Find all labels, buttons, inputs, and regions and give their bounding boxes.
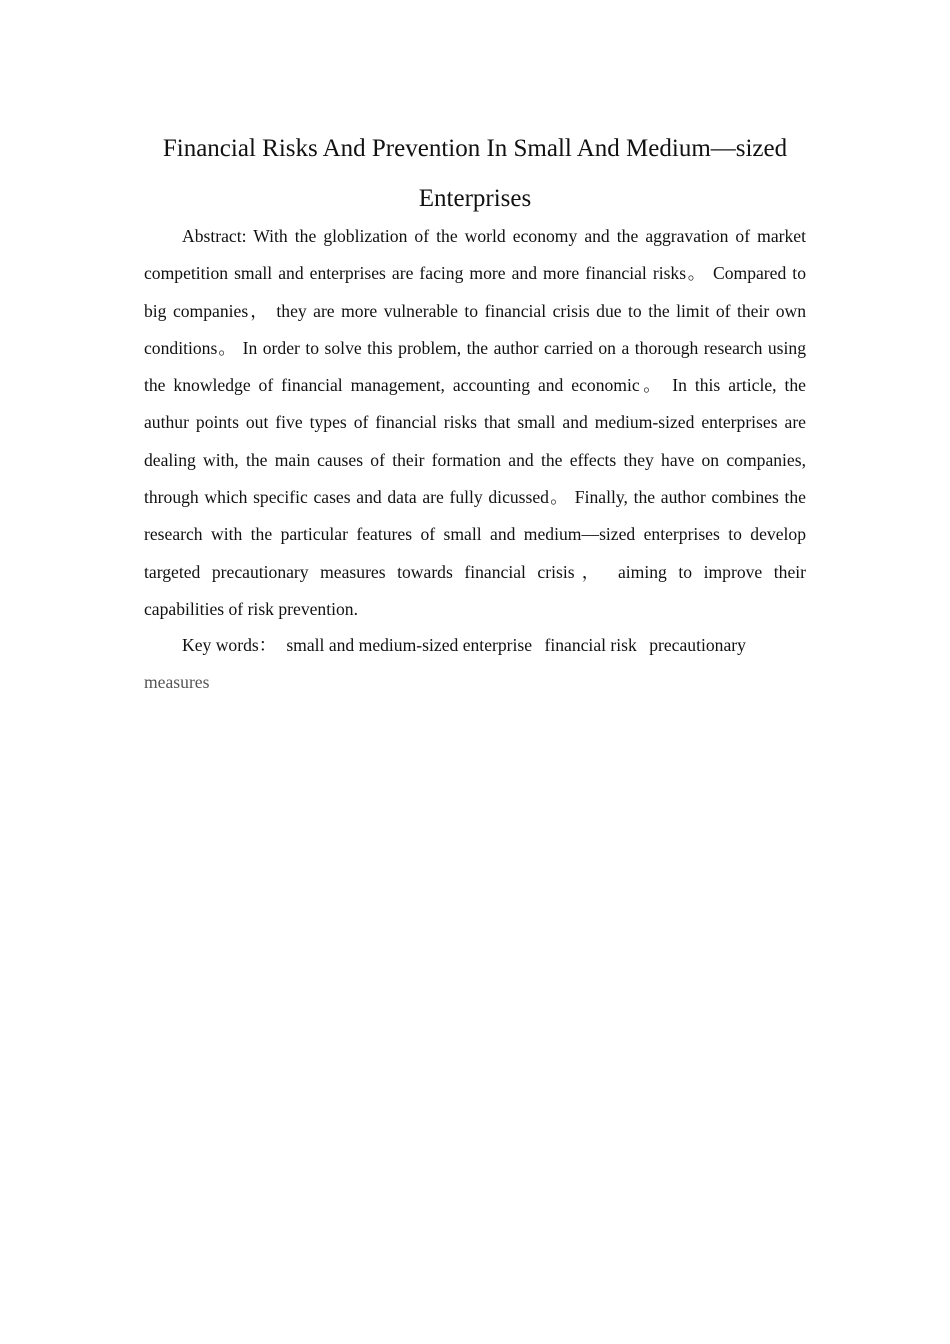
keyword-item: small and medium-sized enterprise [286,635,533,655]
abstract-label: Abstract: [182,226,247,246]
keyword-item: precautionary [649,635,746,655]
document-title: Financial Risks And Prevention In Small And Medium—sized Enterprises [162,135,788,212]
abstract-paragraph [144,218,806,628]
keyword-item: financial risk [544,635,637,655]
keyword-item: measures [144,672,210,693]
keywords-label: Key words： [182,635,277,655]
abstract-text: With the globlization of the world economy and the aggravation of market competition small and enterprises are facing more and more financial risks。 Compared to big companies， they are more vulnerable to financial crisis due to the limit of their own conditions。 In order to solve this problem, the author carried on a thorough research using the knowledge of financial management, accounting and economic。 In this article, the authur points out five types of financial risks that small and medium-sized enterprises are dealing with, the main causes of their formation and the effects they have on companies, through which specific cases and data are fully dicussed。 Finally, the author combines the research with the particular features of small and medium—sized enterprises to develop targeted precautionary measures towards financial crisis， aiming to improve their capabilities of risk prevention. [144,226,806,619]
keywords-paragraph [144,627,806,702]
